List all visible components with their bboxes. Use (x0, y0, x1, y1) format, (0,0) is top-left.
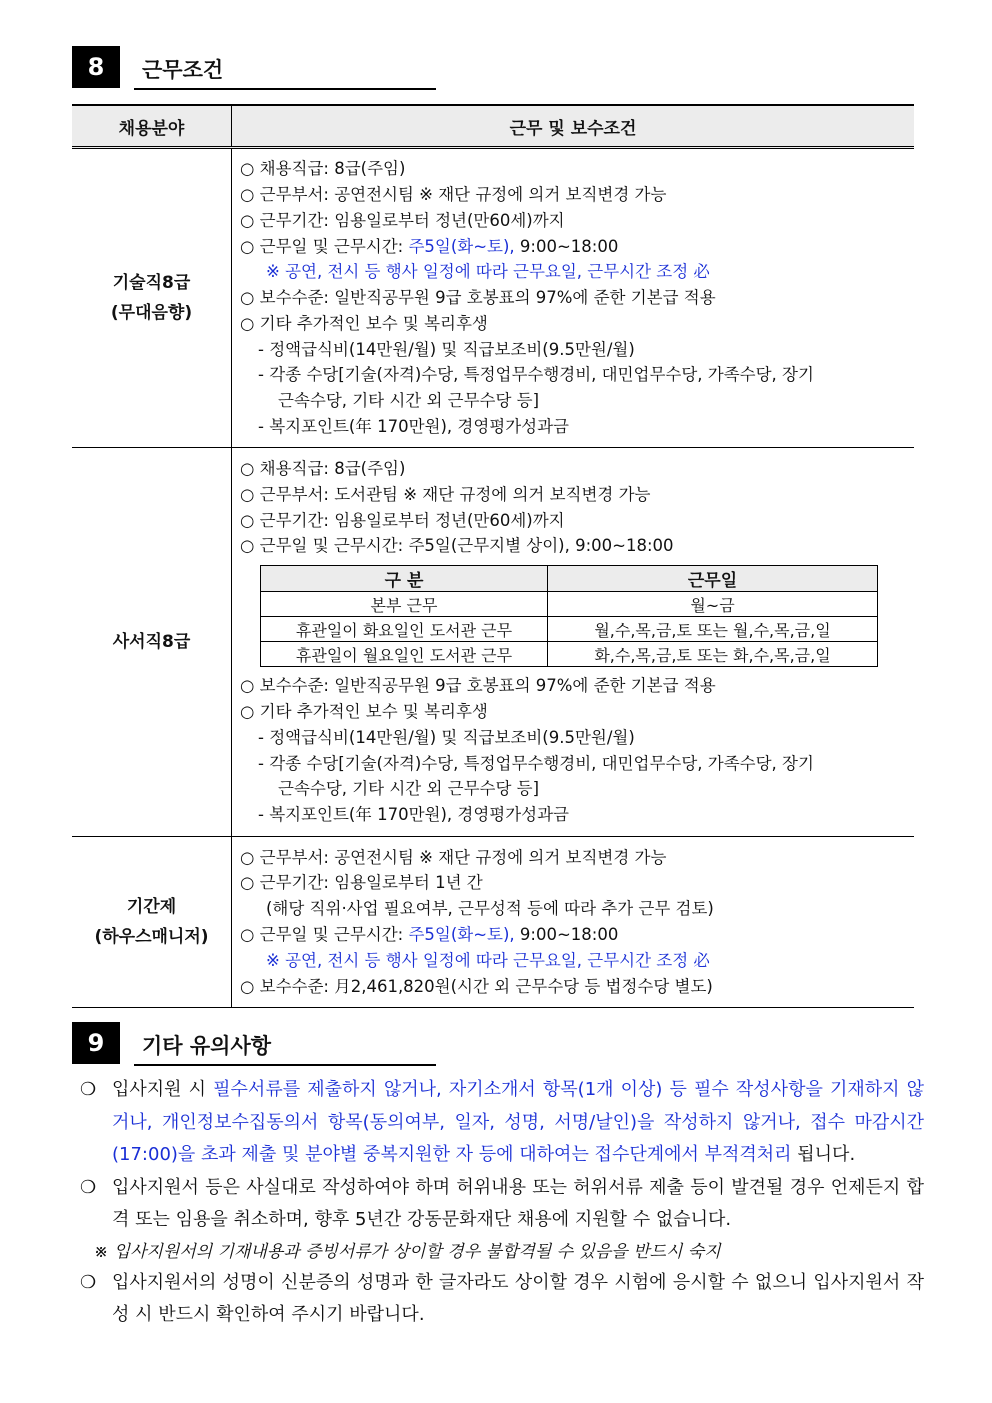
bullet-icon: ❍ (80, 1271, 97, 1293)
condition-line: ○ 기타 추가적인 보수 및 복리후생 (240, 313, 488, 333)
workday-header: 근무일 (548, 566, 878, 592)
workday-cell: 본부 근무 (261, 592, 548, 617)
section-number: 9 (72, 1022, 120, 1064)
condition-time: 9:00~18:00 (514, 925, 619, 944)
condition-line: ○ 채용직급: 8급(주임) (240, 159, 406, 179)
category-cell (72, 148, 232, 448)
section-underline (134, 1064, 436, 1066)
condition-line: ○ 보수수준: 일반직공무원 9급 호봉표의 97%에 준한 기본급 적용 (240, 288, 716, 308)
benefit-line: - 각종 수당[기술(자격)수당, 특정업무수행경비, 대민업무수당, 가족수당, 장기 (258, 753, 814, 773)
benefit-line: - 복지포인트(年 170만원), 경영평가성과금 (258, 417, 569, 437)
bullet-icon: ❍ (80, 1079, 97, 1100)
category-cell (72, 448, 232, 837)
benefit-line: - 각종 수당[기술(자격)수당, 특정업무수행경비, 대민업무수당, 가족수당, 장기 (258, 365, 814, 385)
condition-line: ○ 채용직급: 8급(주임) (240, 459, 406, 479)
condition-label: ○ 근무일 및 근무시간: (240, 925, 409, 944)
section-number: 8 (72, 46, 120, 88)
category-name: 사서직8급 (112, 632, 191, 652)
condition-note: ※ 공연, 전시 등 행사 일정에 따라 근무요일, 근무시간 조정 必 (266, 950, 710, 970)
table-row (72, 148, 914, 448)
workday-cell: 휴관일이 월요일인 도서관 근무 (261, 642, 548, 667)
section-underline (134, 88, 436, 90)
section-title: 기타 유의사항 (142, 1034, 272, 1058)
highlight-text: 주5일(화~토), (408, 925, 515, 944)
condition-line: ○ 근무기간: 임용일로부터 1년 간 (240, 873, 483, 893)
benefit-line: - 정액급식비(14만원/월) 및 직급보조비(9.5만원/월) (258, 727, 635, 747)
remark-text: ※ 입사지원서의 기재내용과 증빙서류가 상이할 경우 불합격될 수 있음을 반드시 숙지 (94, 1241, 721, 1262)
category-sub: (하우스매니저) (94, 927, 209, 947)
benefit-line: 근속수당, 기타 시간 외 근무수당 등] (278, 391, 540, 411)
condition-label: ○ 근무일 및 근무시간: (240, 236, 409, 256)
highlight-text: 주5일(화~토), (408, 236, 515, 256)
benefit-line: - 복지포인트(年 170만원), 경영평가성과금 (258, 805, 569, 825)
note-text: 입사지원 시 (112, 1079, 214, 1100)
benefit-line: - 정액급식비(14만원/월) 및 직급보조비(9.5만원/월) (258, 339, 635, 359)
workday-row (261, 617, 878, 642)
workday-cell: 월~금 (548, 592, 878, 617)
table-header-row (72, 105, 914, 148)
benefit-line: 근속수당, 기타 시간 외 근무수당 등] (278, 779, 540, 799)
conditions-cell (232, 448, 915, 837)
category-name: 기술직8급 (112, 273, 191, 293)
section-title: 근무조건 (142, 58, 224, 82)
section-8-header (72, 46, 436, 90)
condition-note: ※ 공연, 전시 등 행사 일정에 따라 근무요일, 근무시간 조정 必 (266, 262, 710, 282)
note-item (76, 1074, 924, 1172)
note-text: 됩니다. (791, 1144, 856, 1165)
condition-line: (해당 직위·사업 필요여부, 근무성적 등에 따라 추가 근무 검토) (266, 899, 714, 919)
workday-header: 구 분 (261, 566, 548, 592)
category-sub: (무대음향) (110, 303, 193, 323)
work-conditions-table (72, 104, 914, 1008)
header-conditions: 근무 및 보수조건 (232, 105, 915, 148)
condition-time: 9:00~18:00 (514, 236, 619, 256)
workday-cell: 월,수,목,금,토 또는 월,수,목,금,일 (548, 617, 878, 642)
category-name: 기간제 (126, 897, 177, 917)
note-text: 입사지원서의 성명이 신분증의 성명과 한 글자라도 상이할 경우 시험에 응시할 수 없으니 입사지원서 작성 시 반드시 확인하여 주시기 바랍니다. (112, 1271, 924, 1325)
workday-cell: 휴관일이 화요일인 도서관 근무 (261, 617, 548, 642)
condition-line: ○ 기타 추가적인 보수 및 복리후생 (240, 702, 488, 721)
bullet-icon: ❍ (80, 1176, 97, 1198)
condition-line: ○ 근무부서: 공연전시팀 ※ 재단 규정에 의거 보직변경 가능 (240, 847, 667, 867)
condition-line: ○ 보수수준: 일반직공무원 9급 호봉표의 97%에 준한 기본급 적용 (240, 676, 716, 696)
condition-line (240, 234, 914, 260)
note-item (76, 1172, 924, 1237)
workday-cell: 화,수,목,금,토 또는 화,수,목,금,일 (548, 642, 878, 667)
category-cell (72, 837, 232, 1008)
condition-line: ○ 근무기간: 임용일로부터 정년(만60세)까지 (240, 510, 565, 530)
condition-line: ○ 보수수준: 月2,461,820원(시간 외 근무수당 등 법정수당 별도) (240, 976, 713, 996)
note-text: 입사지원서 등은 사실대로 작성하여야 하며 허위내용 또는 허위서류 제출 등이 발견될 경우 언제든지 합격 또는 임용을 취소하며, 향후 5년간 강동문화재단 채용에 지원할 수 없습니다. (112, 1176, 924, 1230)
conditions-cell (232, 148, 915, 448)
workday-header-row (261, 566, 878, 592)
condition-line: ○ 근무부서: 공연전시팀 ※ 재단 규정에 의거 보직변경 가능 (240, 184, 667, 204)
condition-line (240, 922, 914, 948)
notes-list (76, 1074, 924, 1332)
note-item (76, 1267, 924, 1332)
condition-line: ○ 근무기간: 임용일로부터 정년(만60세)까지 (240, 210, 565, 230)
workday-table (260, 565, 878, 667)
table-row (72, 837, 914, 1008)
condition-line: ○ 근무일 및 근무시간: 주5일(근무지별 상이), 9:00~18:00 (240, 536, 674, 556)
workday-row (261, 592, 878, 617)
conditions-cell (232, 837, 915, 1008)
workday-row (261, 642, 878, 667)
condition-line: ○ 근무부서: 도서관팀 ※ 재단 규정에 의거 보직변경 가능 (240, 484, 651, 504)
header-field: 채용분야 (72, 105, 232, 148)
highlight-text: 필수서류를 제출하지 않거나, 자기소개서 항목(1개 이상) 등 필수 작성사항을 기재하지 않거나, 개인정보수집동의서 항목(동의여부, 일자, 성명, 서명/날인)을 작성하지 않거나, 접수 마감시간(17:00)을 초과 제출 및 분야별 중복지원한 자 등에 대하여는 접수단계에서 부적격처리 (112, 1079, 924, 1165)
section-9-header (72, 1022, 436, 1066)
table-row (72, 448, 914, 837)
